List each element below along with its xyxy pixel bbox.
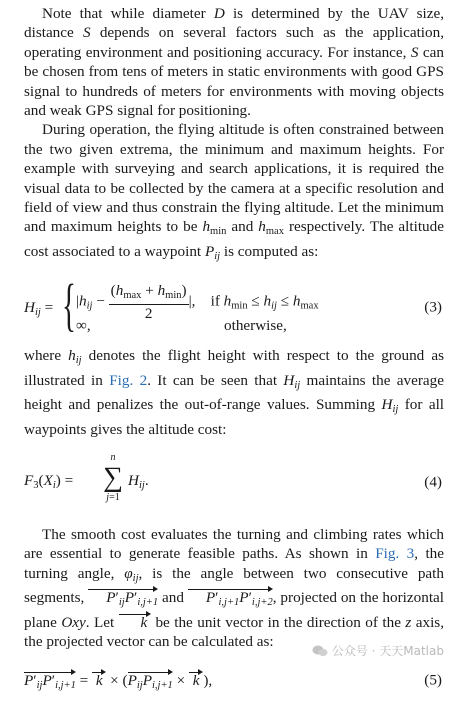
watermark xyxy=(312,642,444,659)
equation-3-number: (3) xyxy=(424,298,442,316)
fig-2-link[interactable]: Fig. 2 xyxy=(109,371,148,389)
paragraph-2: During operation, the flying altitude is often constrained between the two given extrema, the minimum and maximum heights. For example with surveying and search applications, it is required the visual data to be collected by the camera at a specific resolution and field of view and thus constrain the flying altitude. Let the minimum and maximum heights to be hmin and hmax respectively. The altitude cost associated to a waypoint $P_{ij}$ is computed as: xyxy=(24,121,444,262)
equation-4: $F3(X_i)$ = n ∑ j=1 $H_{ij}$. (4) xyxy=(24,451,442,503)
paragraph-1: Note that while diameter D is determined by the UAV size, distance S depends on several factors such as the application, operating environment and positioning accuracy. For instance, S can be chosen from tens of meters in static environments with good GPS signal to hundreds of meters for environments with moving objects and weak GPS signal for positioning. xyxy=(24,5,445,120)
watermark-text: 公众号 · 天天Matlab xyxy=(331,644,444,658)
paragraph-3: where $h_{ij}$ denotes the flight height with respect to the ground as illustrated in Fig. 2. It can be seen that $H_{ij}$ maintains the average height and penalizes the out-of-range values. Summing $H_{ij}$ for all waypoints gives the altitude cost: xyxy=(24,347,445,438)
equation-5: $P'_{ij}P'_{i,j+1} = k \times (P_{ij}P_{i,j+1} \times k$ ), (5) xyxy=(24,665,444,695)
equation-3: $H_{ij}$ = { $|h_{ij}$ − $\frac{(hmax + hmin)}{2}$ |, if $hmin \le h_{ij} \le hmax$ ∞, otherwise, (3) xyxy=(24,272,442,338)
equation-4-number: (4) xyxy=(424,473,442,491)
paragraph-4: The smooth cost evaluates the turning and climbing rates which are essential to generate feasible paths. As shown in Fig. 3, the turning angle, $\varphi_{ij}$, is the angle between two consecutive path segments, $P'_{ij}P'_{i,j+1}$ and $P'_{i,j+1}P'_{i,j+2}$, projected on the horizontal plane Oxy. Let k be the unit vector in the direction of the z axis, the projected vector can be calculated as: xyxy=(24,525,445,650)
paper-page xyxy=(24,4,444,705)
wechat-icon xyxy=(312,645,328,657)
fig-3-link[interactable]: Fig. 3 xyxy=(375,545,415,563)
equation-5-number: (5) xyxy=(424,671,442,689)
